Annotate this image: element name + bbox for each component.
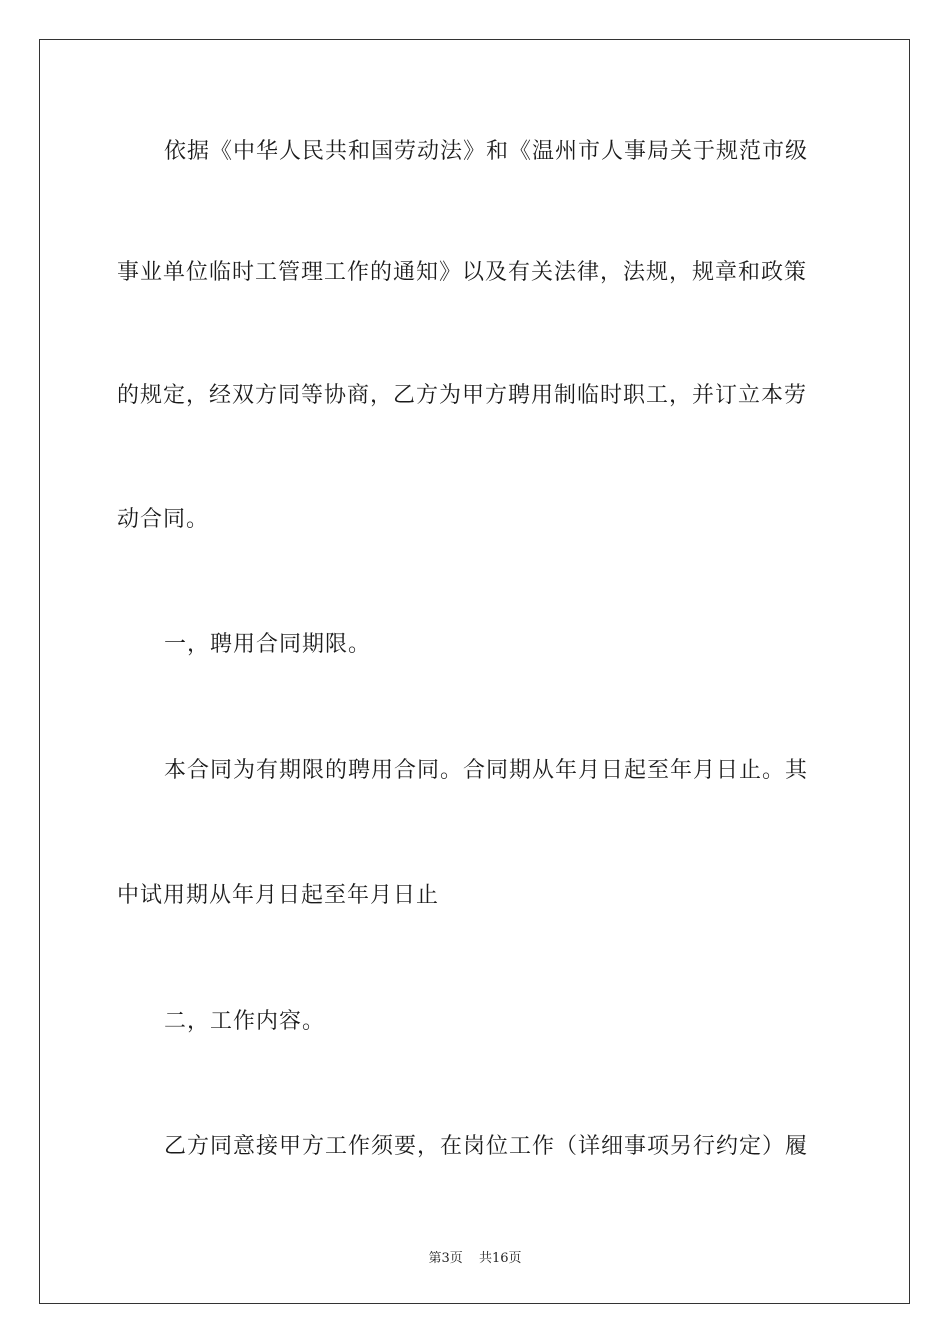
paragraph-line-1: 依据《中华人民共和国劳动法》和《温州市人事局关于规范市级 [164, 139, 809, 164]
page-total: 共16页 [478, 1251, 522, 1266]
section-heading-2: 二，工作内容。 [164, 1009, 326, 1034]
paragraph-line-6: 中试用期从年月日起至年月日止 [117, 883, 440, 908]
paragraph-line-3: 的规定，经双方同等协商，乙方为甲方聘用制临时职工，并订立本劳 [117, 383, 808, 408]
paragraph-line-5: 本合同为有期限的聘用合同。合同期从年月日起至年月日止。其 [164, 758, 809, 783]
paragraph-line-7: 乙方同意接甲方工作须要，在岗位工作（详细事项另行约定）履 [164, 1134, 809, 1159]
page-border [39, 39, 910, 1304]
page-footer [0, 1247, 950, 1266]
paragraph-line-2: 事业单位临时工管理工作的通知》以及有关法律，法规，规章和政策 [117, 260, 808, 285]
paragraph-line-4: 动合同。 [117, 507, 210, 532]
section-heading-1: 一，聘用合同期限。 [164, 632, 372, 657]
page-number: 第3页 [428, 1251, 463, 1266]
